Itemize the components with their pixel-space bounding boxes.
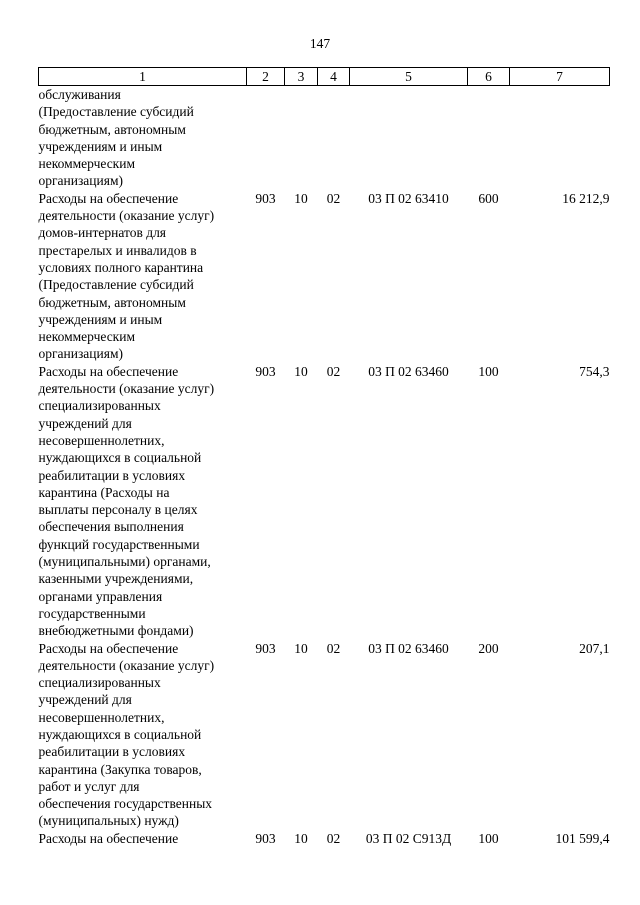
row-amount: 207,1 (579, 640, 610, 656)
table-row (39, 830, 610, 847)
row-target-article: 03 П 02 С913Д (365, 830, 452, 846)
page-number: 147 (309, 36, 331, 51)
column-header: 2 (247, 68, 285, 86)
column-header: 6 (468, 68, 510, 86)
row-description: обслуживания (Предоставление субсидий бюджетным, автономным учреждениям и иным некоммерческим организациям) (38, 87, 194, 189)
column-header: 5 (350, 68, 468, 86)
row-subsection-code: 02 (326, 830, 341, 846)
row-amount: 754,3 (579, 363, 610, 379)
row-ministry-code: 903 (255, 830, 276, 846)
row-section-code (285, 86, 318, 190)
row-description: Расходы на обеспечение деятельности (оказание услуг) специализированных учреждений для несовершеннолетних, нуждающихся в социальной реабилитации в условиях карантина (Расходы на выплаты персоналу в целях обеспечения выполнения функций государственными (муниципальными) органами, казенными учреждениями, органами управления государственными внебюджетными фондами) (38, 363, 215, 639)
row-section-code: 10 (294, 640, 308, 656)
row-target-article: 03 П 02 63460 (368, 363, 449, 379)
row-ministry-code: 903 (255, 640, 276, 656)
table-row (39, 640, 610, 830)
table-row (39, 190, 610, 363)
row-expense-type: 100 (478, 363, 499, 379)
row-ministry-code (247, 86, 285, 190)
row-expense-type (468, 86, 510, 190)
row-target-article (350, 86, 468, 190)
column-header: 4 (318, 68, 350, 86)
row-ministry-code: 903 (255, 190, 276, 206)
row-amount: 101 599,4 (555, 830, 610, 846)
row-description: Расходы на обеспечение деятельности (оказание услуг) домов-интернатов для престарелых и инвалидов в условиях полного карантина (Предоставление субсидий бюджетным, автономным учреждениям и иным некоммерческим организациям) (38, 190, 215, 362)
row-subsection-code: 02 (326, 190, 341, 206)
budget-table (38, 67, 610, 847)
column-header: 7 (510, 68, 610, 86)
row-subsection-code (318, 86, 350, 190)
row-subsection-code: 02 (326, 640, 341, 656)
row-ministry-code: 903 (255, 363, 276, 379)
row-section-code: 10 (294, 830, 308, 846)
row-amount: 16 212,9 (562, 190, 610, 206)
row-section-code: 10 (294, 363, 308, 379)
table-row (39, 86, 610, 190)
column-header: 1 (39, 68, 247, 86)
row-description: Расходы на обеспечение деятельности (оказание услуг) специализированных учреждений для несовершеннолетних, нуждающихся в социальной реабилитации в условиях карантина (Закупка товаров, работ и услуг для обеспечения государственных (муниципальных) нужд) (38, 640, 215, 829)
table-header-row (39, 68, 610, 86)
row-expense-type: 200 (478, 640, 499, 656)
row-target-article: 03 П 02 63460 (368, 640, 449, 656)
row-description: Расходы на обеспечение (38, 830, 179, 846)
row-section-code: 10 (294, 190, 308, 206)
row-expense-type: 100 (478, 830, 499, 846)
table-row (39, 363, 610, 640)
row-expense-type: 600 (478, 190, 499, 206)
row-target-article: 03 П 02 63410 (368, 190, 449, 206)
row-amount (510, 86, 610, 190)
column-header: 3 (285, 68, 318, 86)
row-subsection-code: 02 (326, 363, 341, 379)
